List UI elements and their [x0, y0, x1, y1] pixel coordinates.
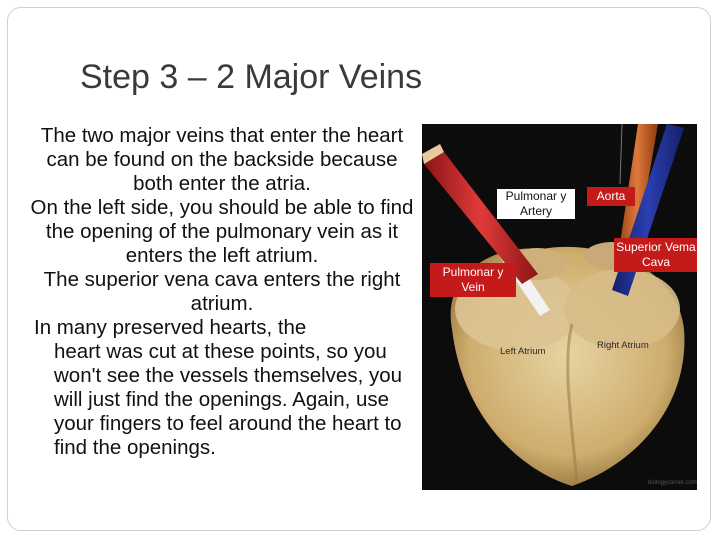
heart-photo-graphic [422, 124, 697, 490]
paragraph-vena-cava: The superior vena cava enters the right atrium. [43, 268, 401, 315]
label-pulmonary-vein: Pulmonar y Vein [430, 263, 516, 297]
label-left-atrium: Left Atrium [500, 346, 546, 357]
label-pulmonary-artery: Pulmonar y Artery [497, 189, 575, 219]
paragraph-veins-location: The two major veins that enter the heart can be found on the backside because both enter the atria. [40, 124, 404, 195]
label-superior-vena-cava: Superior Vema Cava [614, 238, 697, 272]
paragraph-preserved-first-line: In many preserved hearts, the [34, 316, 307, 339]
label-aorta: Aorta [587, 187, 635, 206]
paragraph-pulmonary-vein: On the left side, you should be able to find the opening of the pulmonary vein as it enters the left atrium. [30, 196, 414, 267]
slide-title: Step 3 – 2 Major Veins [80, 58, 423, 96]
label-right-atrium: Right Atrium [597, 340, 649, 351]
paragraph-preserved-rest: heart was cut at these points, so you won't see the vessels themselves, you will just find the openings. Again, use your fingers to feel around the heart to find the openings. [54, 340, 403, 459]
paragraph-preserved-hearts [28, 316, 416, 460]
heart-photo [422, 124, 697, 490]
photo-credit: biologycorner.com [648, 480, 697, 486]
slide-body [28, 124, 416, 460]
